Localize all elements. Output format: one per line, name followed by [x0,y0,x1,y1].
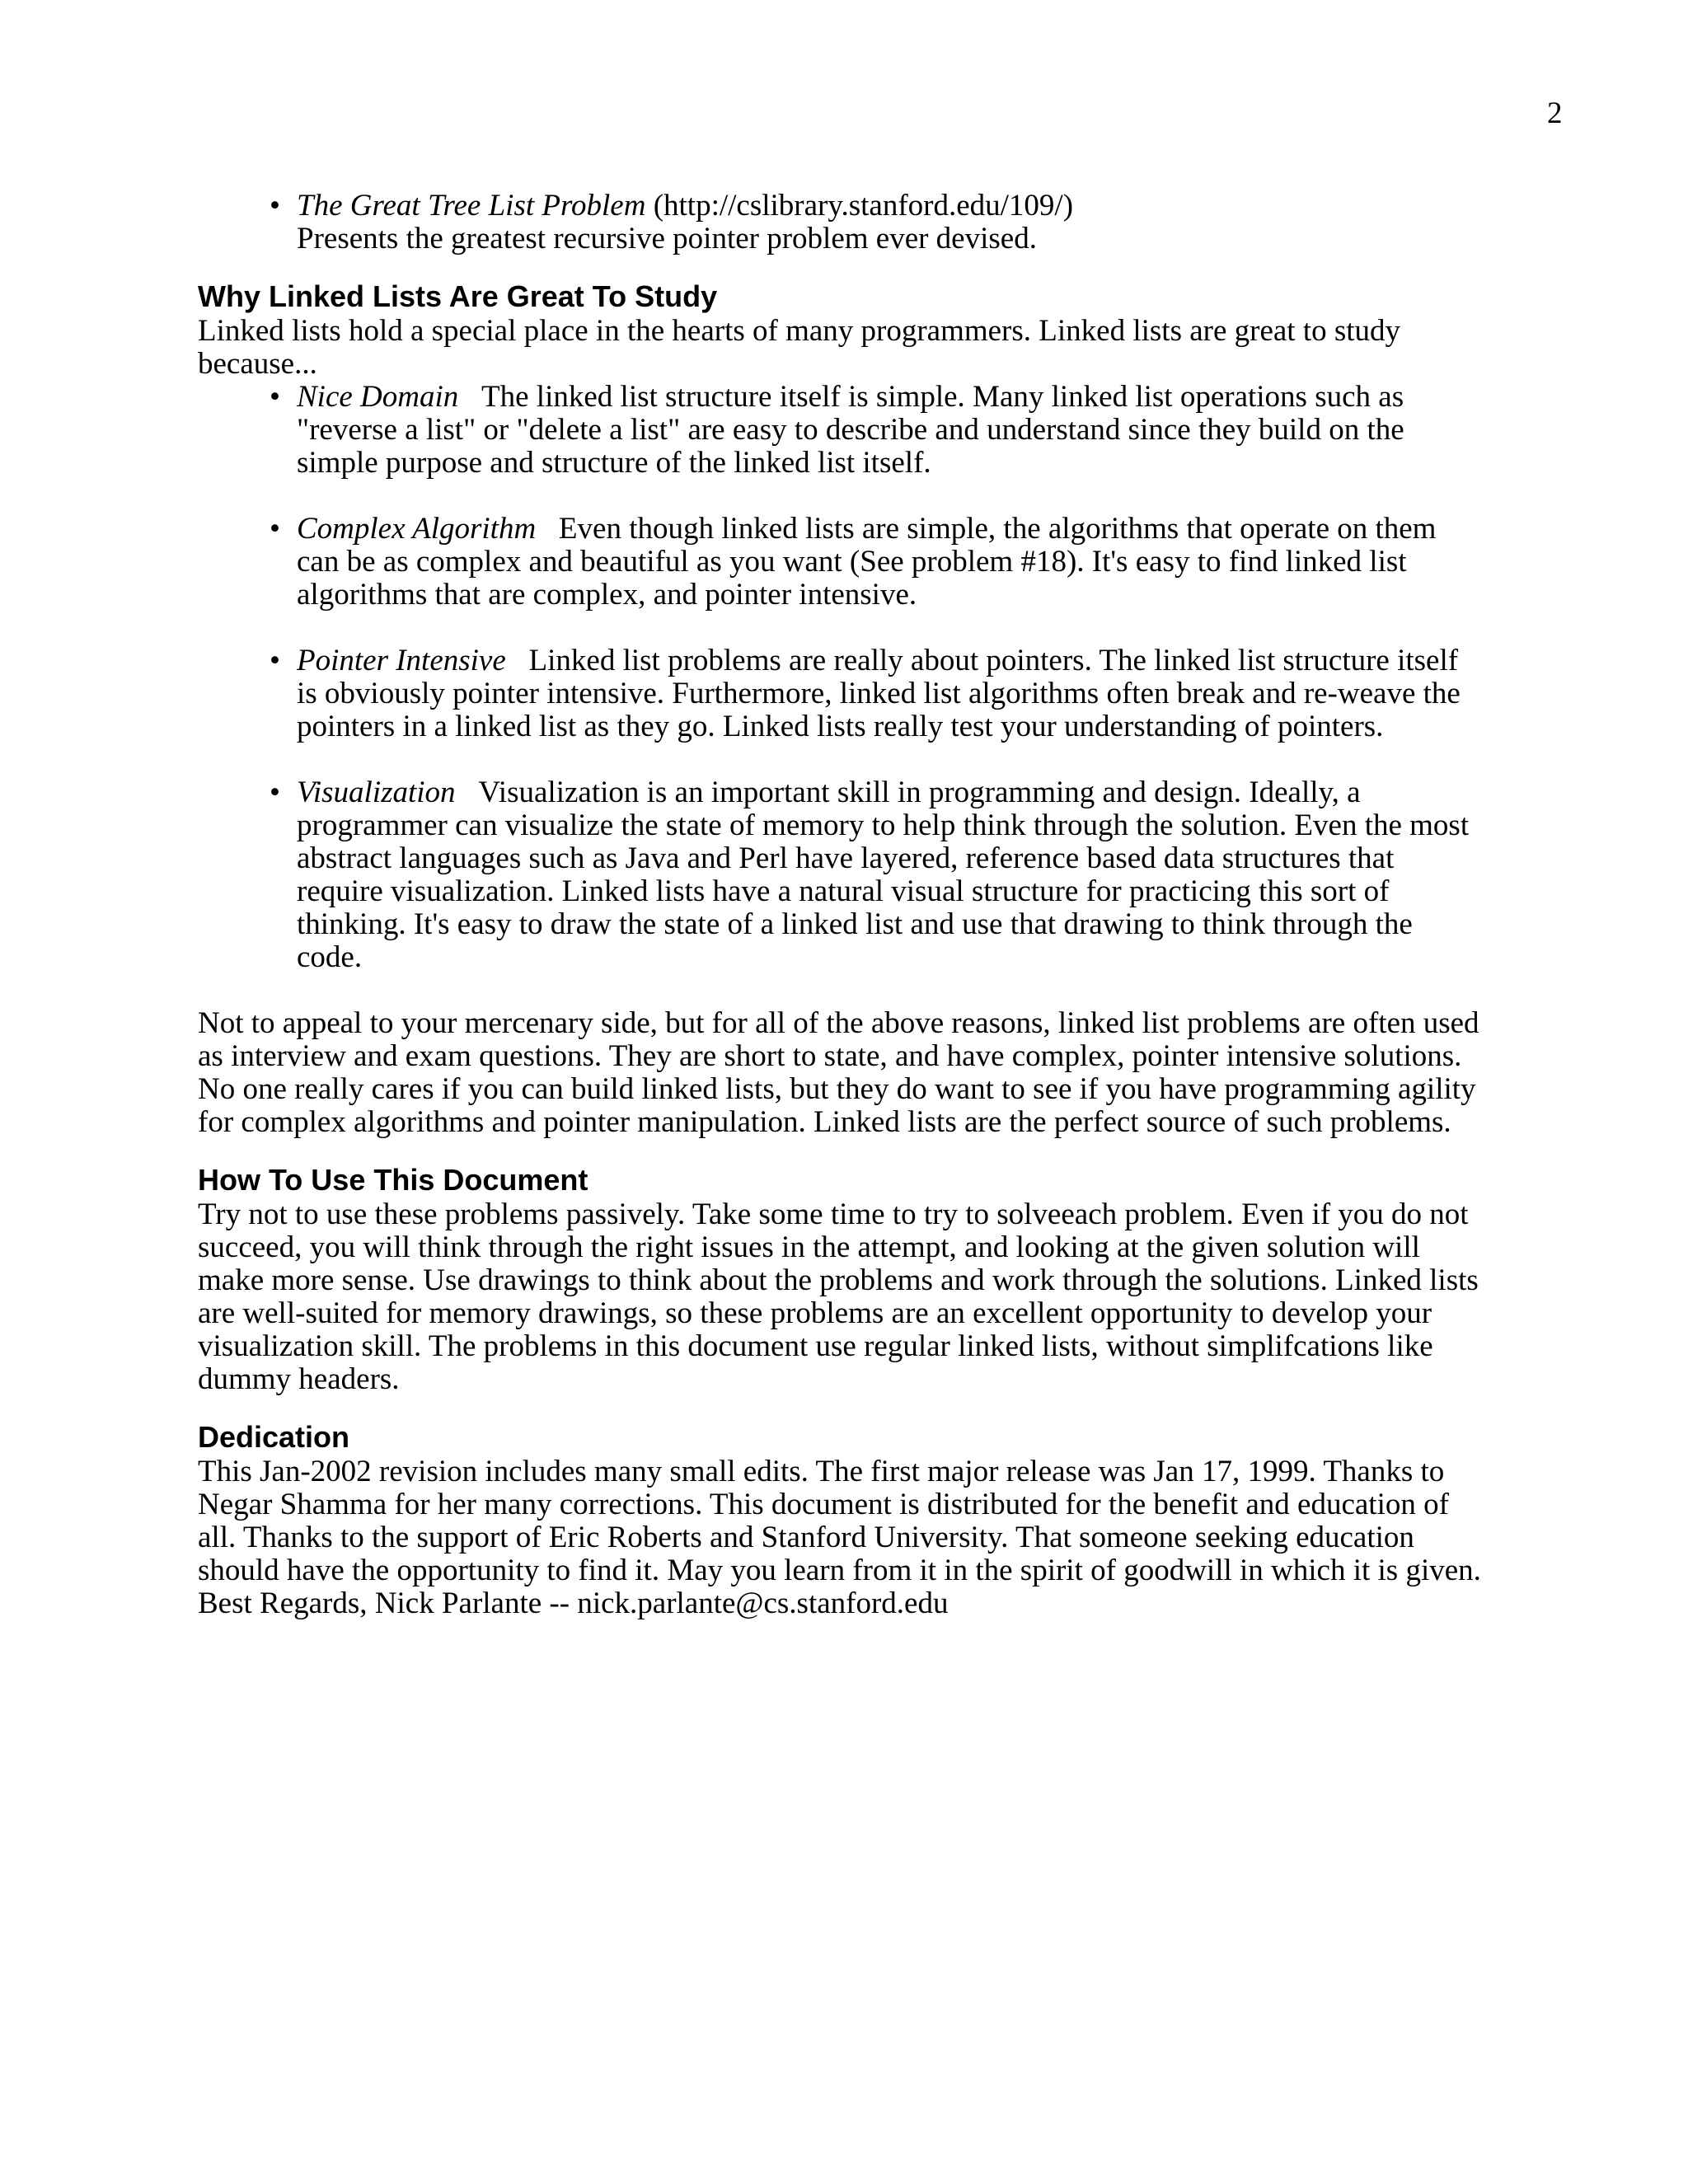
page-content [198,190,1484,1620]
reason-term: Complex Algorithm [297,512,537,546]
list-item [297,381,1484,480]
section-intro-why: Linked lists hold a special place in the hearts of many programmers. Linked lists are great to study because... [198,314,1401,381]
section-heading-how: How To Use This Document [198,1163,588,1197]
closing-paragraph: Not to appeal to your mercenary side, but for all of the above reasons, linked list problems are often used as interview and exam questions. They are short to state, and have complex, pointer intensive solutions. No one really cares if you can build linked lists, but they do want to see if you have programming agility for complex algorithms and pointer manipulation. Linked lists are the perfect source of such problems. [198,1006,1479,1139]
list-item [297,644,1484,743]
reason-term: Nice Domain [297,380,459,414]
bullet-description: Presents the greatest recursive pointer problem ever devised. [297,222,1037,255]
section-body-dedication: This Jan-2002 revision includes many small edits. The first major release was Jan 17, 1999. Thanks to Negar Shamma for her many corrections. This document is distributed for the benefit and education of all. Thanks to the support of Eric Roberts and Stanford University. That someone seeking education should have the opportunity to find it. May you learn from it in the spirit of goodwill in which it is given. [198,1455,1481,1587]
signoff-line: Best Regards, Nick Parlante -- nick.parlante@cs.stanford.edu [198,1586,949,1620]
reason-text: Linked list problems are really about pointers. The linked list structure itself is obviously pointer intensive. Furthermore, linked list algorithms often break and re-weave the pointers in a linked list as they go. Linked lists really test your understanding of pointers. [297,644,1461,743]
reason-text: The linked list structure itself is simple. Many linked list operations such as "reverse a list" or "delete a list" are easy to describe and understand since they build on the simple purpose and structure of the linked list itself. [297,380,1404,480]
bullet-title: The Great Tree List Problem [297,189,646,223]
list-item [297,776,1484,974]
reason-text: Even though linked lists are simple, the algorithms that operate on them can be as complex and beautiful as you want (See problem #18). It's easy to find linked list algorithms that are complex, and pointer intensive. [297,512,1437,612]
list-item [297,190,1484,255]
section-heading-why: Why Linked Lists Are Great To Study [198,279,718,313]
section-body-how: Try not to use these problems passively. Take some time to try to solveeach problem. Even if you do not succeed, you will think through the right issues in the attempt, and looking at the given solution will make more sense. Use drawings to think about the problems and work through the solutions. Linked lists are well-suited for memory drawings, so these problems are an excellent opportunity to develop your visualization skill. The problems in this document use regular linked lists, without simplifcations like dummy headers. [198,1197,1479,1396]
bullet-url: (http://cslibrary.stanford.edu/109/) [653,189,1074,223]
reason-text: Visualization is an important skill in programming and design. Ideally, a programmer can visualize the state of memory to help think through the solution. Even the most abstract languages such as Java and Perl have layered, reference based data structures that require visualization. Linked lists have a natural visual structure for practicing this sort of thinking. It's easy to draw the state of a linked list and use that drawing to think through the code. [297,776,1470,974]
section-heading-dedication: Dedication [198,1420,350,1454]
reason-term: Pointer Intensive [297,644,506,677]
intro-bullet-list [198,190,1484,255]
reasons-list [198,381,1484,974]
page-number: 2 [1547,96,1563,130]
reason-term: Visualization [297,776,456,809]
list-item [297,513,1484,612]
